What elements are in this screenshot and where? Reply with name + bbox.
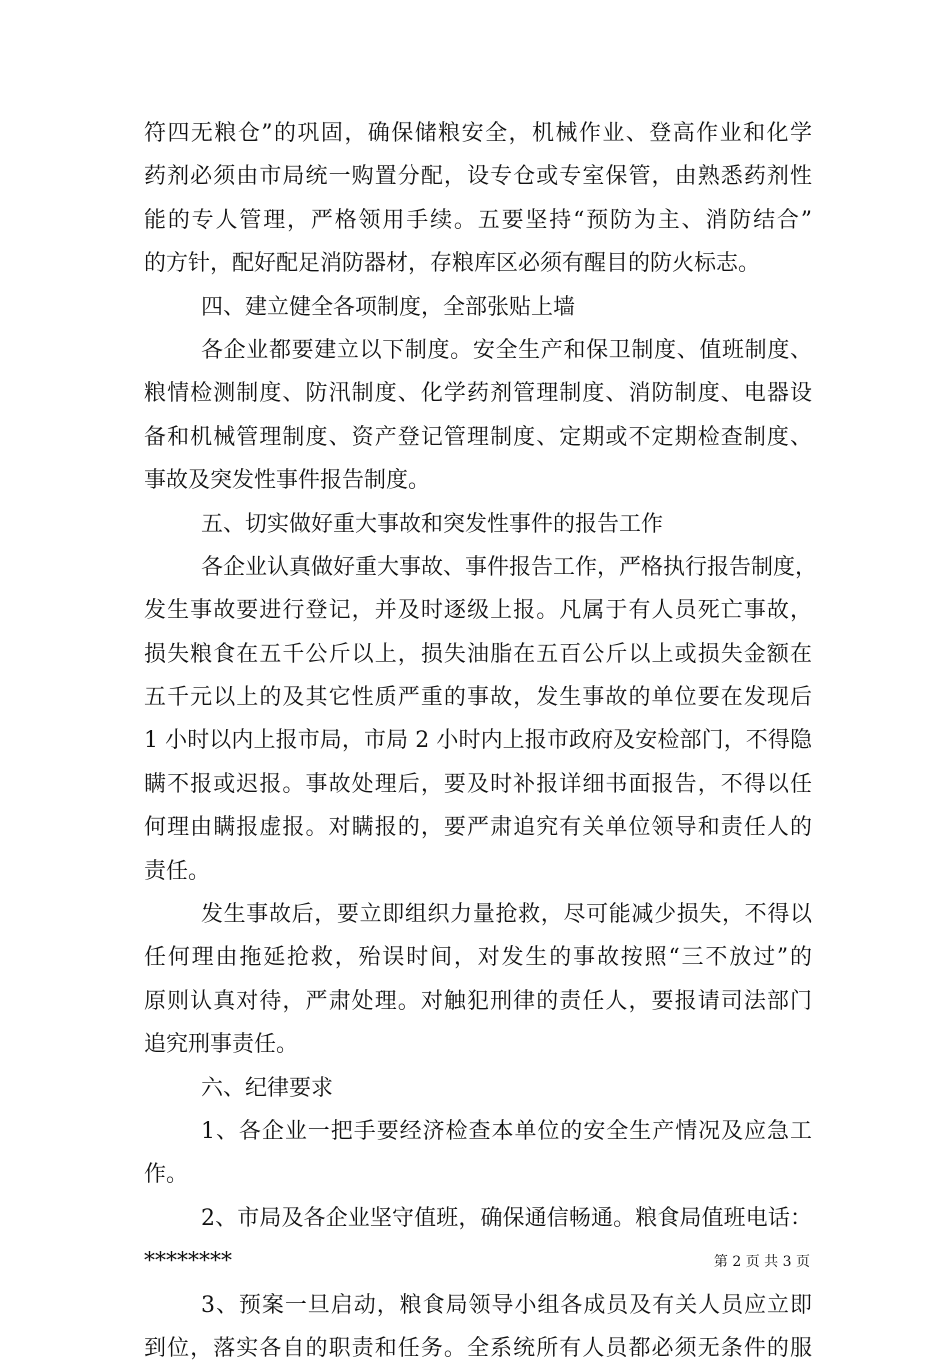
text-line: 各企业认真做好重大事故、事件报告工作，严格执行报告制度， (201, 554, 818, 580)
text-line: ******** (144, 1249, 232, 1275)
text-line: 1、各企业一把手要经济检查本单位的安全生产情况及应急工 (201, 1118, 812, 1144)
text-line: 发生事故后，要立即组织力量抢救，尽可能减少损失，不得以 (201, 902, 812, 928)
text-line: 损失粮食在五千公斤以上，损失油脂在五百公斤以上或损失金额在 (144, 641, 812, 667)
document-body (144, 112, 818, 1370)
text-line: 发生事故要进行登记，并及时逐级上报。凡属于有人员死亡事故， (144, 598, 812, 624)
text-line: 各企业都要建立以下制度。安全生产和保卫制度、值班制度、 (201, 337, 812, 363)
text-line: 事故及突发性事件报告制度。 (144, 468, 431, 494)
text-line: 追究刑事责任。 (144, 1032, 299, 1058)
text-line: 作。 (144, 1162, 189, 1188)
text-line: 瞒不报或迟报。事故处理后，要及时补报详细书面报告，不得以任 (144, 771, 812, 797)
text-line: 能的专人管理，严格领用手续。五要坚持“预防为主、消防结合” (144, 207, 812, 233)
text-line: 符四无粮仓”的巩固，确保储粮安全，机械作业、登高作业和化学 (144, 121, 812, 146)
text-line: 3、预案一旦启动，粮食局领导小组各成员及有关人员应立即 (201, 1292, 812, 1318)
text-line: 2、市局及各企业坚守值班，确保通信畅通。粮食局值班电话： (201, 1205, 812, 1231)
text-line: 1 小时以内上报市局，市局 2 小时内上报市政府及安检部门，不得隐 (144, 728, 812, 754)
text-line: 粮情检测制度、防汛制度、化学药剂管理制度、消防制度、电器设 (144, 381, 812, 407)
text-line: 五千元以上的及其它性质严重的事故，发生事故的单位要在发现后 (144, 685, 812, 711)
section-heading: 五、切实做好重大事故和突发性事件的报告工作 (201, 511, 664, 537)
text-line: 药剂必须由市局统一购置分配，设专仓或专室保管，由熟悉药剂性 (144, 164, 812, 190)
text-line: 的方针，配好配足消防器材，存粮库区必须有醒目的防火标志。 (144, 251, 761, 277)
text-line: 原则认真对待，严肃处理。对触犯刑律的责任人，要报请司法部门 (144, 988, 812, 1014)
section-heading: 四、建立健全各项制度，全部张贴上墙 (201, 294, 576, 320)
text-line: 备和机械管理制度、资产登记管理制度、定期或不定期检查制度、 (144, 424, 812, 450)
text-line: 责任。 (144, 858, 211, 884)
text-line: 任何理由拖延抢救，殆误时间，对发生的事故按照“三不放过”的 (144, 945, 812, 971)
section-heading: 六、纪律要求 (201, 1075, 334, 1101)
page-number: 第 2 页 共 3 页 (713, 1254, 810, 1270)
text-line: 到位，落实各自的职责和任务。全系统所有人员都必须无条件的服 (144, 1335, 812, 1361)
text-line: 何理由瞒报虚报。对瞒报的，要严肃追究有关单位领导和责任人的 (144, 815, 812, 841)
